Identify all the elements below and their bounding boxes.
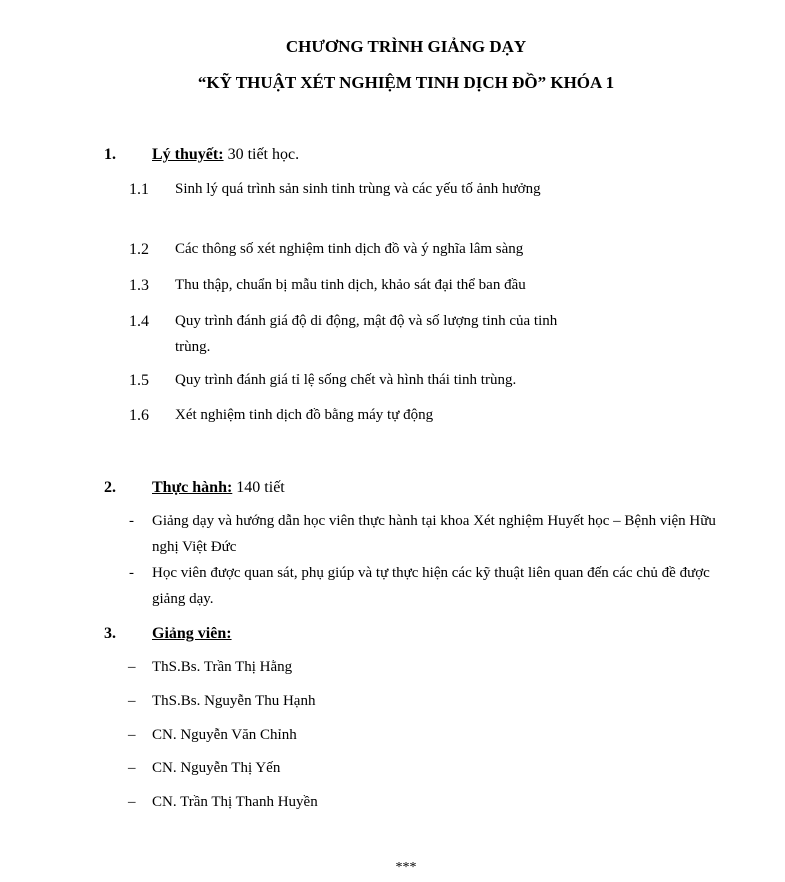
practice-bullet-1-text: Giảng dạy và hướng dẫn học viên thực hành tại khoa Xét nghiệm Huyết học – Bệnh viện Hữu nghị Việt Đức [152, 513, 716, 555]
lecturer-3-name: CN. Nguyễn Văn Chỉnh [152, 727, 297, 743]
item-1-4-text: Quy trình đánh giá độ di động, mật độ và số lượng tinh của tinh trùng. [175, 313, 558, 355]
item-1-4-number: 1.4 [129, 313, 149, 330]
practice-bullet-1-dash: - [129, 513, 134, 529]
section-3-heading [152, 625, 232, 643]
item-1-6-text: Xét nghiệm tinh dịch đồ bằng máy tự động [175, 407, 434, 423]
title-line-1: CHƯƠNG TRÌNH GIẢNG DẠY [285, 37, 527, 56]
end-mark: *** [395, 860, 417, 875]
practice-bullet-2-text: Học viên được quan sát, phụ giúp và tự thực hiện các kỹ thuật liên quan đến các chủ đề được giảng dạy. [152, 565, 710, 607]
lecturer-3-dash: – [128, 727, 136, 743]
section-2-heading [152, 479, 285, 497]
section-1-heading [152, 146, 299, 164]
item-1-6-number: 1.6 [129, 407, 149, 424]
lecturer-2-name: ThS.Bs. Nguyễn Thu Hạnh [152, 693, 316, 709]
item-1-2-number: 1.2 [129, 241, 149, 258]
lecturer-5-dash: – [128, 794, 136, 810]
section-3-label: Giảng viên: [152, 625, 232, 642]
section-2-label: Thực hành: [152, 479, 233, 496]
lecturer-4-dash: – [128, 760, 136, 776]
section-1-number: 1. [104, 146, 116, 163]
practice-bullet-2-dash: - [129, 565, 134, 581]
section-3-number: 3. [104, 625, 116, 642]
section-2-number: 2. [104, 479, 116, 496]
section-2-value: 140 tiết [232, 479, 285, 496]
item-1-2-text: Các thông số xét nghiệm tinh dịch đồ và ý nghĩa lâm sàng [175, 241, 524, 257]
lecturer-5-name: CN. Trần Thị Thanh Huyền [152, 794, 318, 810]
title-line-2: “KỸ THUẬT XÉT NGHIỆM TINH DỊCH ĐỒ” KHÓA 1 [197, 73, 615, 92]
item-1-1-number: 1.1 [129, 181, 149, 198]
section-1-label: Lý thuyết: [152, 146, 224, 163]
lecturer-2-dash: – [128, 693, 136, 709]
section-1-value: 30 tiết học. [223, 146, 300, 163]
item-1-3-number: 1.3 [129, 277, 149, 294]
item-1-1-text: Sinh lý quá trình sản sinh tinh trùng và các yếu tố ảnh hưởng [175, 181, 541, 197]
item-1-3-text: Thu thập, chuẩn bị mẫu tinh dịch, khảo sát đại thể ban đầu [175, 277, 526, 293]
item-1-5-number: 1.5 [129, 372, 149, 389]
lecturer-1-name: ThS.Bs. Trần Thị Hằng [152, 659, 293, 675]
item-1-5-text: Quy trình đánh giá tỉ lệ sống chết và hình thái tinh trùng. [175, 372, 517, 388]
lecturer-1-dash: – [128, 659, 136, 675]
lecturer-4-name: CN. Nguyễn Thị Yến [152, 760, 281, 776]
